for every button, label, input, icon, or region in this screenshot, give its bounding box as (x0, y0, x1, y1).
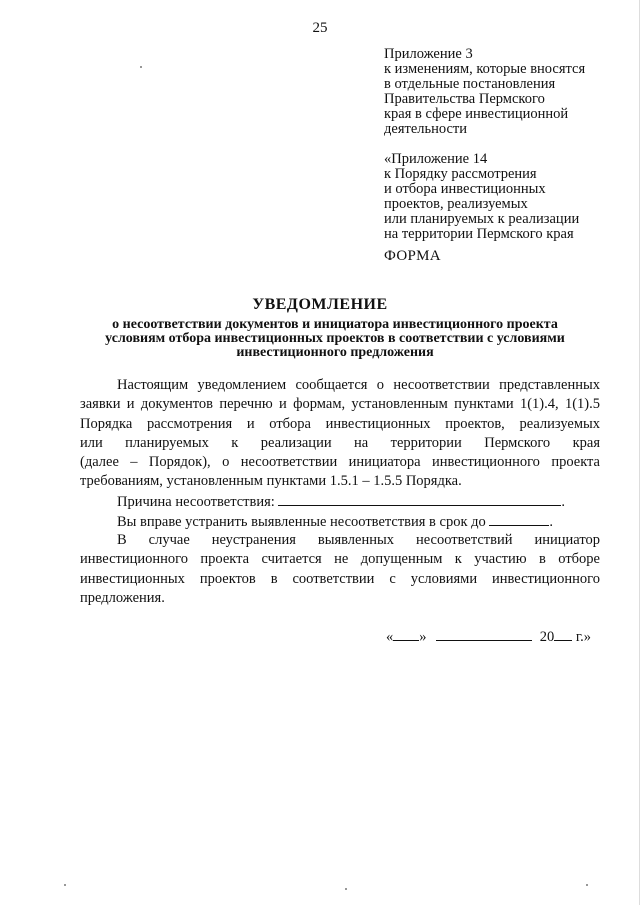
appendix-3-line: края в сфере инвестиционной (384, 106, 569, 122)
appendix-14-line: к Порядку рассмотрения (384, 166, 537, 182)
reason-line (80, 492, 600, 512)
appendix-3-line: Правительства Пермского (384, 91, 545, 107)
appendix-14-line: или планируемых к реализации (384, 211, 580, 227)
subtitle-line: условиям отбора инвестиционных проектов в соответствии с условиями (105, 331, 565, 346)
appendix-14-line: проектов, реализуемых (384, 196, 528, 212)
appendix-3-header (384, 47, 624, 137)
paragraph-line: Порядка рассмотрения и отбора инвестиционных проектов, реализуемых (80, 415, 600, 432)
reason-blank-field[interactable] (278, 492, 561, 506)
subtitle-line: инвестиционного предложения (236, 345, 434, 360)
deadline-text: Вы вправе устранить выявленные несоответствия в срок до (117, 514, 486, 530)
appendix-14-line: «Приложение 14 (384, 151, 488, 167)
scan-speck (140, 66, 142, 68)
paragraph-line: заявки и документов перечню и формам, установленным пунктами 1(1).4, 1(1).5 (80, 396, 600, 413)
document-subtitle (70, 318, 600, 360)
paragraph-line: Настоящим уведомлением сообщается о несоответствии представленных (117, 377, 600, 393)
appendix-3-line: деятельности (384, 121, 468, 137)
appendix-14-line: и отбора инвестиционных (384, 181, 546, 197)
document-title: УВЕДОМЛЕНИЕ (252, 296, 388, 313)
date-year-prefix: 20 (539, 629, 555, 645)
appendix-14-line: на территории Пермского края (384, 226, 574, 242)
date-month-blank[interactable] (436, 627, 532, 641)
deadline-end: . (549, 514, 554, 530)
date-open-quote: « (386, 629, 394, 645)
paragraph-notification (80, 376, 600, 492)
paragraph-line: (далее – Порядок), о несоответствии инициатора инвестиционного проекта (80, 454, 600, 471)
date-line (386, 627, 591, 646)
form-label: ФОРМА (384, 248, 441, 264)
date-close-quote: » (419, 629, 427, 645)
reason-end: . (561, 494, 566, 510)
date-day-blank[interactable] (393, 627, 419, 641)
scan-speck (64, 884, 66, 886)
appendix-3-line: к изменениям, которые вносятся (384, 61, 586, 77)
paragraph-consequence (80, 531, 600, 608)
paragraph-line: или планируемых к реализации на территории Пермского края (80, 434, 600, 451)
scan-speck (345, 888, 347, 890)
reason-label: Причина несоответствия: (117, 494, 275, 510)
deadline-line (80, 512, 600, 532)
page-number: 25 (312, 20, 328, 36)
date-year-blank[interactable] (554, 627, 572, 641)
paragraph-line: инвестиционных проектов в соответствии с условиями инвестиционного (80, 570, 600, 587)
paragraph-line: В случае неустранения выявленных несоответствий инициатор (117, 532, 600, 548)
paragraph-line: предложения. (80, 589, 165, 606)
date-year-suffix: г.» (575, 629, 592, 645)
deadline-row (80, 512, 600, 532)
deadline-blank-field[interactable] (489, 512, 549, 526)
reason-row (80, 492, 600, 512)
appendix-3-line: в отдельные постановления (384, 76, 556, 92)
paragraph-line: требованиям, установленным пунктами 1.5.1 – 1.5.5 Порядка. (80, 473, 462, 490)
appendix-14-header (384, 152, 624, 242)
appendix-3-line: Приложение 3 (384, 46, 473, 62)
scan-speck (586, 884, 588, 886)
paragraph-line: инвестиционного проекта считается не допущенным к участию в отборе (80, 551, 600, 568)
subtitle-line: о несоответствии документов и инициатора инвестиционного проекта (112, 317, 558, 332)
